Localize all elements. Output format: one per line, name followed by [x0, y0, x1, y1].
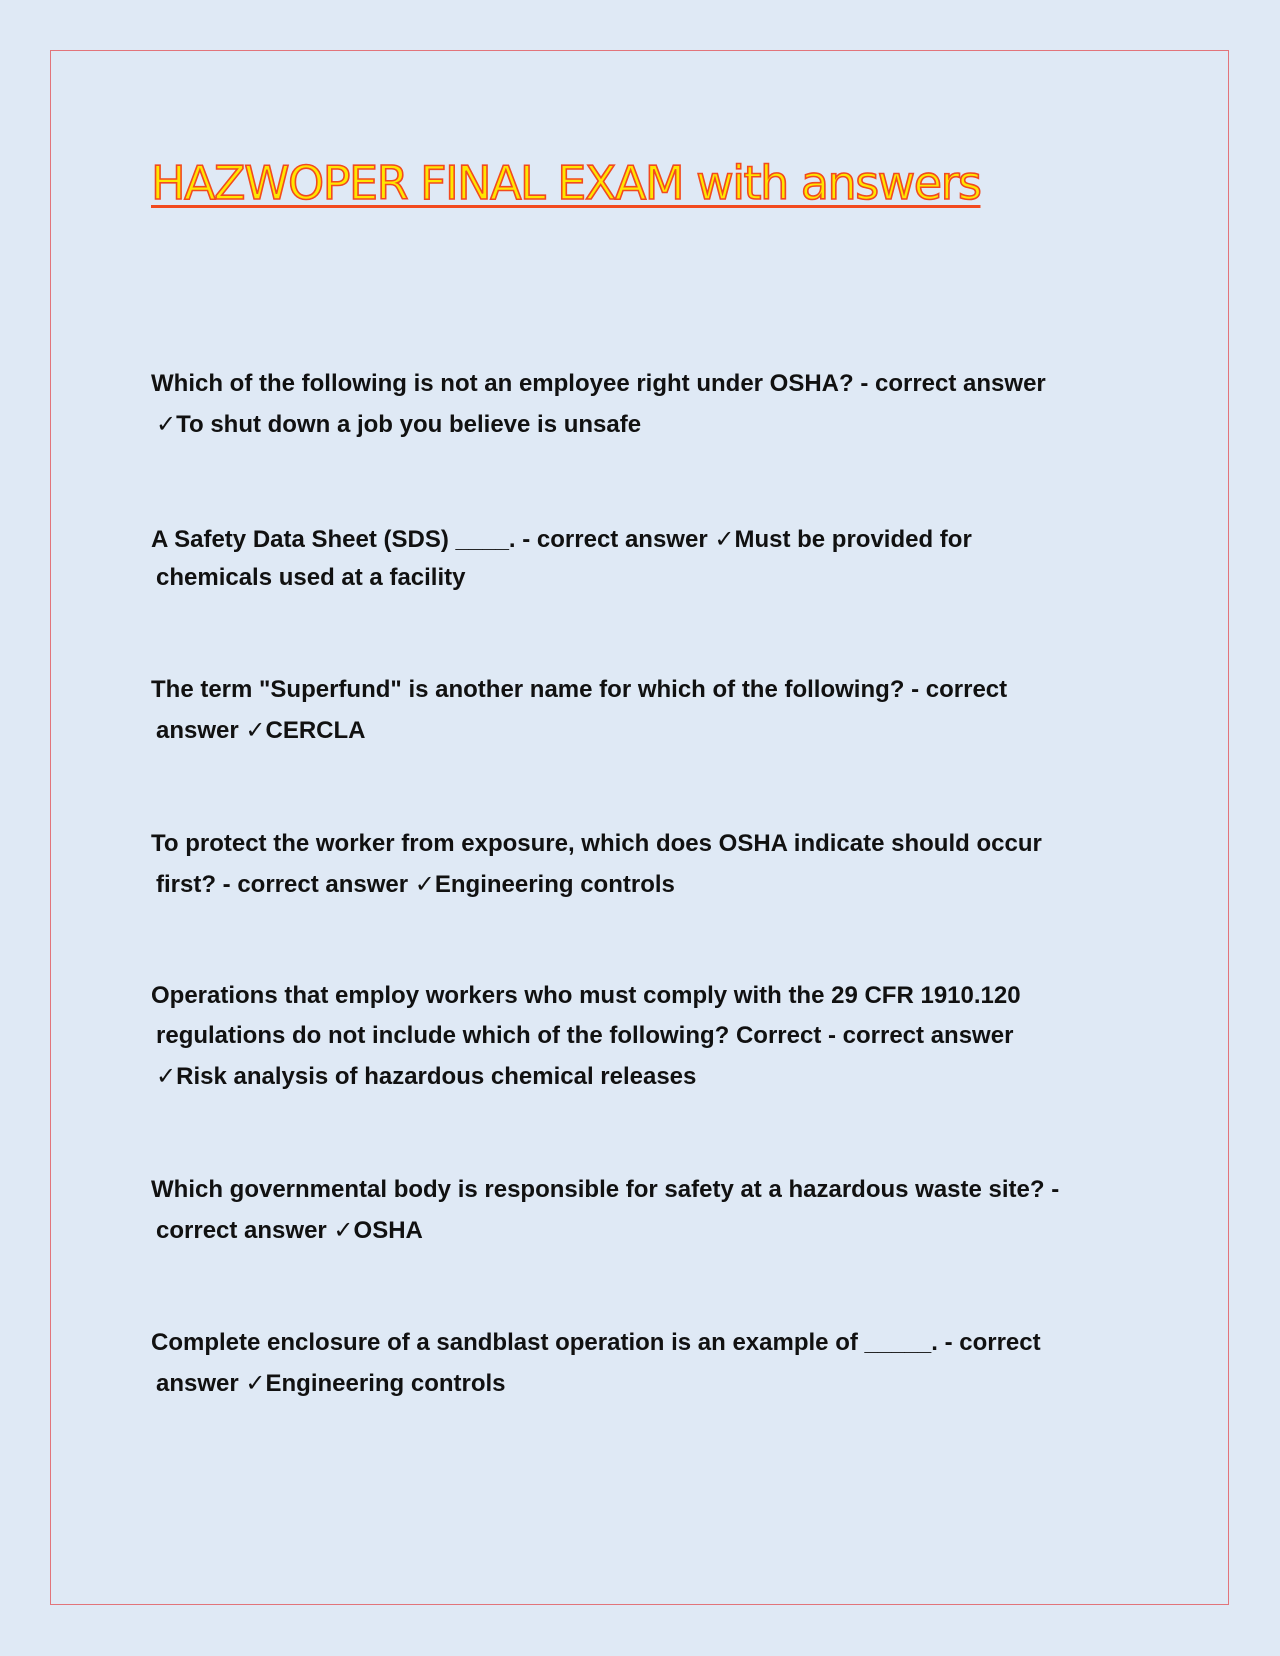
answer-prefix: answer [156, 717, 246, 744]
question-text: A Safety Data Sheet (SDS) ____. - correct answer [151, 526, 715, 553]
answer-text: Engineering controls [434, 871, 675, 898]
checkmark-icon: ✓ [333, 1216, 354, 1244]
answer-prefix: answer [156, 1370, 246, 1397]
answer-text: OSHA [353, 1217, 423, 1244]
qa-item-1 [151, 363, 1131, 445]
question-text: The term "Superfund" is another name for which of the following? - correct [151, 676, 1008, 703]
qa-item-2 [151, 520, 1131, 597]
answer-line [151, 404, 1131, 445]
page-title: HAZWOPER FINAL EXAM with answers [151, 156, 981, 210]
answer-text-continued: chemicals used at a facility [156, 564, 466, 591]
answer-prefix: correct answer [156, 1217, 334, 1244]
answer-line [151, 1363, 1131, 1404]
qa-item-4 [151, 823, 1131, 905]
qa-item-3 [151, 669, 1131, 751]
question-text: Operations that employ workers who must comply with the 29 CFR 1910.120 [151, 982, 1021, 1009]
answer-line [151, 864, 1131, 905]
answer-line [151, 1056, 1131, 1097]
answer-text: Must be provided for [734, 526, 972, 553]
answer-text: Risk analysis of hazardous chemical releases [176, 1063, 697, 1090]
answer-prefix: first? - correct answer [156, 871, 415, 898]
question-text: Which governmental body is responsible for safety at a hazardous waste site? - [151, 1176, 1060, 1203]
answer-text: Engineering controls [265, 1370, 506, 1397]
question-text: Complete enclosure of a sandblast operation is an example of _____. - correct [151, 1329, 1041, 1356]
question-text-continued: regulations do not include which of the following? Correct - correct answer [156, 1022, 1014, 1049]
qa-item-7 [151, 1322, 1131, 1404]
qa-item-5 [151, 976, 1131, 1097]
checkmark-icon: ✓ [245, 1369, 266, 1397]
checkmark-icon: ✓ [245, 716, 266, 744]
checkmark-icon: ✓ [156, 410, 177, 438]
qa-item-6 [151, 1169, 1131, 1251]
checkmark-icon: ✓ [714, 525, 735, 553]
answer-line [151, 1210, 1131, 1251]
question-text: To protect the worker from exposure, which does OSHA indicate should occur [151, 830, 1042, 857]
checkmark-icon: ✓ [156, 1062, 177, 1090]
question-text: Which of the following is not an employee right under OSHA? - correct answer [151, 370, 1046, 397]
answer-text: To shut down a job you believe is unsafe [176, 411, 642, 438]
checkmark-icon: ✓ [414, 870, 435, 898]
answer-text: CERCLA [265, 717, 366, 744]
answer-line [151, 710, 1131, 751]
